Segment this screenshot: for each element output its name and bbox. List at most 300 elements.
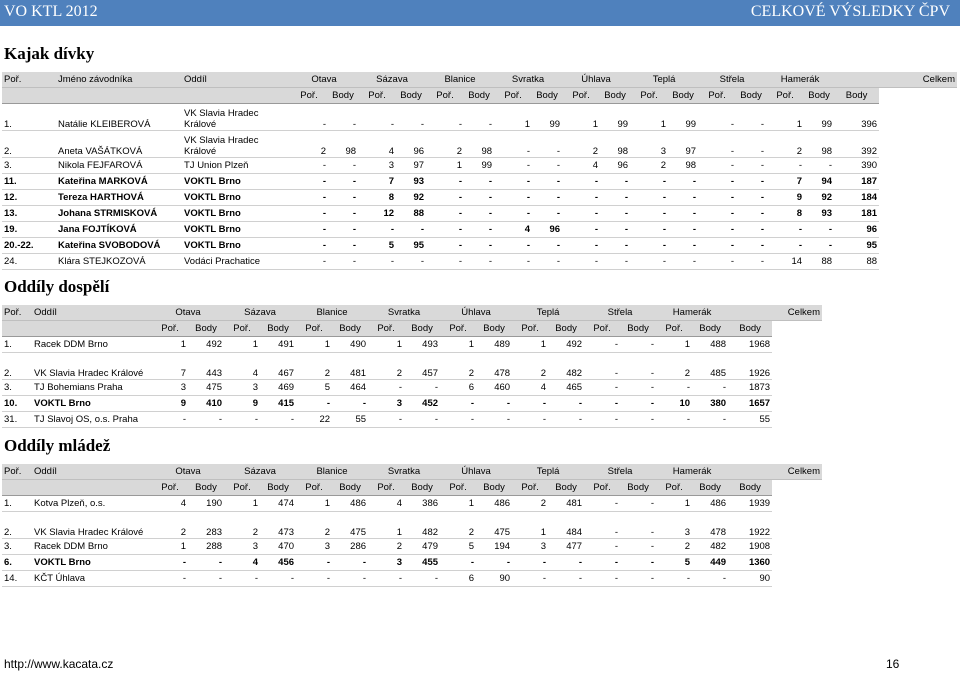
table-cell: -	[630, 174, 668, 190]
table-cell: -	[152, 571, 188, 587]
table-cell: 97	[396, 158, 426, 174]
table-cell: -	[426, 190, 464, 206]
table-cell: VOKTL Brno	[182, 206, 290, 222]
column-header: Teplá	[512, 305, 584, 321]
header-banner	[0, 0, 960, 26]
table-row	[2, 190, 957, 206]
table-cell: 410	[188, 396, 224, 412]
table-cell: 95	[396, 238, 426, 254]
table-row	[2, 396, 822, 412]
table-cell: -	[620, 396, 656, 412]
table-cell: VOKTL Brno	[182, 190, 290, 206]
table-cell: 4	[358, 131, 396, 158]
table-cell: 481	[548, 496, 584, 512]
table-cell: 96	[396, 131, 426, 158]
table-cell: -	[548, 396, 584, 412]
table-cell: -	[494, 206, 532, 222]
table-cell: 4	[562, 158, 600, 174]
table-cell: -	[562, 174, 600, 190]
column-header: Poř.	[2, 305, 32, 321]
table-cell: -	[600, 238, 630, 254]
table-cell: -	[698, 238, 736, 254]
table-cell: Vodáci Prachatice	[182, 254, 290, 270]
table-cell: -	[440, 396, 476, 412]
table-cell: -	[188, 571, 224, 587]
subcolumn-header: Poř.	[656, 480, 692, 496]
column-header: Hamerák	[766, 72, 834, 88]
table-cell: -	[464, 238, 494, 254]
table-cell: -	[368, 380, 404, 396]
table-cell: -	[464, 190, 494, 206]
subcolumn-header: Body	[600, 88, 630, 104]
adult-section-title: Oddíly dospělí	[4, 277, 110, 296]
table-cell: 457	[404, 353, 440, 380]
table-cell: 386	[404, 496, 440, 512]
table-cell: 1908	[728, 539, 772, 555]
table-cell: 486	[692, 496, 728, 512]
empty-header-cell	[32, 321, 152, 337]
subcolumn-header: Body	[728, 480, 772, 496]
column-header: Oddíl	[32, 464, 152, 480]
table-cell: 486	[476, 496, 512, 512]
subcolumn-header: Poř.	[358, 88, 396, 104]
table-cell: 455	[404, 555, 440, 571]
table-cell: 1	[656, 496, 692, 512]
table-cell: 181	[834, 206, 879, 222]
table-row	[2, 238, 957, 254]
column-header: Poř.	[2, 72, 56, 88]
table-cell: 479	[404, 539, 440, 555]
column-header: Střela	[698, 72, 766, 88]
table-cell: 8	[358, 190, 396, 206]
table-cell: 1	[512, 337, 548, 353]
table-cell: 1657	[728, 396, 772, 412]
header-row	[2, 72, 957, 88]
table-cell: 1	[296, 496, 332, 512]
subcolumn-header: Body	[476, 321, 512, 337]
subcolumn-header: Poř.	[296, 480, 332, 496]
table-cell: -	[698, 131, 736, 158]
column-header: Teplá	[630, 72, 698, 88]
table-cell: 194	[476, 539, 512, 555]
table-cell: -	[584, 380, 620, 396]
column-header: Jméno závodníka	[56, 72, 182, 88]
table-cell: -	[464, 206, 494, 222]
table-cell: 12.	[2, 190, 56, 206]
table-cell: Jana FOJTÍKOVÁ	[56, 222, 182, 238]
column-header: Úhlava	[440, 305, 512, 321]
subcolumn-header: Body	[620, 321, 656, 337]
table-cell: 55	[728, 412, 772, 428]
table-cell: -	[766, 158, 804, 174]
subcolumn-header: Poř.	[512, 480, 548, 496]
table-cell: KČT Úhlava	[32, 571, 152, 587]
table-cell: VOKTL Brno	[32, 396, 152, 412]
subcolumn-header: Poř.	[630, 88, 668, 104]
table-cell: 5	[440, 539, 476, 555]
table-cell: 1922	[728, 512, 772, 539]
table-cell: -	[476, 396, 512, 412]
table-cell: 456	[260, 555, 296, 571]
table-cell: 475	[332, 512, 368, 539]
table-cell: -	[600, 190, 630, 206]
subcolumn-header: Body	[332, 321, 368, 337]
column-header: Úhlava	[562, 72, 630, 88]
table-cell: -	[494, 254, 532, 270]
table-cell: -	[152, 555, 188, 571]
subcolumn-header: Body	[692, 321, 728, 337]
subcolumn-header: Poř.	[152, 321, 188, 337]
table-cell: 1	[224, 337, 260, 353]
table-row	[2, 353, 822, 380]
column-header: Oddíl	[32, 305, 152, 321]
table-cell: 9	[766, 190, 804, 206]
subcolumn-header: Poř.	[512, 321, 548, 337]
table-cell: -	[698, 158, 736, 174]
table-cell: 2	[656, 353, 692, 380]
table-cell: -	[630, 190, 668, 206]
table-cell: 443	[188, 353, 224, 380]
table-row	[2, 571, 822, 587]
table-cell: 4	[368, 496, 404, 512]
table-cell: -	[512, 571, 548, 587]
subcolumn-header: Poř.	[656, 321, 692, 337]
table-cell: 31.	[2, 412, 32, 428]
subcolumn-header: Poř.	[224, 321, 260, 337]
table-cell: -	[562, 190, 600, 206]
table-cell: -	[328, 158, 358, 174]
table-cell: -	[426, 104, 464, 131]
table-cell: -	[698, 222, 736, 238]
table-row	[2, 412, 822, 428]
column-header: Sázava	[358, 72, 426, 88]
table-cell: -	[512, 396, 548, 412]
column-header: Hamerák	[656, 464, 728, 480]
table-cell: -	[404, 571, 440, 587]
table-cell: -	[656, 571, 692, 587]
table-cell: -	[766, 238, 804, 254]
table-cell: 88	[834, 254, 879, 270]
table-cell: 7	[358, 174, 396, 190]
table-cell: VK Slavia Hradec Králové	[32, 512, 152, 539]
table-cell: -	[426, 174, 464, 190]
table-cell: -	[584, 539, 620, 555]
subcolumn-header: Poř.	[440, 321, 476, 337]
table-cell: -	[532, 206, 562, 222]
table-cell: 55	[332, 412, 368, 428]
table-cell: 2	[512, 353, 548, 380]
subcolumn-header: Poř.	[440, 480, 476, 496]
table-cell: 10.	[2, 396, 32, 412]
table-cell: 3	[224, 539, 260, 555]
subcolumn-header: Body	[548, 480, 584, 496]
empty-header-cell	[32, 480, 152, 496]
table-cell: 1	[296, 337, 332, 353]
column-header: Otava	[152, 464, 224, 480]
column-header: Celkem	[834, 72, 957, 88]
table-cell: -	[440, 412, 476, 428]
table-cell: TJ Union Plzeň	[182, 158, 290, 174]
table-cell: -	[620, 353, 656, 380]
table-cell: VK Slavia Hradec Králové	[182, 104, 290, 131]
table-cell: -	[736, 131, 766, 158]
subheader-row	[2, 321, 822, 337]
column-header: Svratka	[494, 72, 562, 88]
subcolumn-header: Body	[728, 321, 772, 337]
table-cell: 482	[404, 512, 440, 539]
table-cell: 98	[464, 131, 494, 158]
subcolumn-header: Poř.	[290, 88, 328, 104]
table-cell: -	[188, 412, 224, 428]
subcolumn-header: Poř.	[368, 480, 404, 496]
table-cell: -	[692, 380, 728, 396]
table-cell: 1360	[728, 555, 772, 571]
table-cell: 96	[600, 158, 630, 174]
column-header: Střela	[584, 464, 656, 480]
table-cell: 2	[368, 353, 404, 380]
table-cell: 2	[224, 512, 260, 539]
table-row	[2, 496, 822, 512]
header-left: VO KTL 2012	[4, 3, 98, 20]
table-cell: -	[668, 206, 698, 222]
table-cell: VOKTL Brno	[182, 238, 290, 254]
subcolumn-header: Body	[532, 88, 562, 104]
subcolumn-header: Body	[188, 321, 224, 337]
table-cell: 97	[668, 131, 698, 158]
table-cell: 6.	[2, 555, 32, 571]
table-cell: 478	[476, 353, 512, 380]
table-cell: 11.	[2, 174, 56, 190]
youth-clubs-table	[2, 464, 822, 587]
table-cell: 7	[766, 174, 804, 190]
table-cell: -	[562, 254, 600, 270]
table-cell: 92	[396, 190, 426, 206]
table-cell: 1	[368, 512, 404, 539]
table-cell: -	[562, 222, 600, 238]
table-cell: 7	[152, 353, 188, 380]
subcolumn-header: Poř.	[368, 321, 404, 337]
table-cell: Racek DDM Brno	[32, 539, 152, 555]
table-cell: 99	[600, 104, 630, 131]
subcolumn-header: Body	[476, 480, 512, 496]
table-cell: 2	[368, 539, 404, 555]
subcolumn-header: Body	[736, 88, 766, 104]
table-cell: 6	[440, 380, 476, 396]
table-cell: -	[494, 131, 532, 158]
table-cell: 491	[260, 337, 296, 353]
table-cell: 380	[692, 396, 728, 412]
table-cell: 3	[368, 555, 404, 571]
table-cell: 415	[260, 396, 296, 412]
table-cell: -	[620, 380, 656, 396]
table-cell: 13.	[2, 206, 56, 222]
table-cell: -	[620, 512, 656, 539]
column-header: Teplá	[512, 464, 584, 480]
table-cell: -	[668, 254, 698, 270]
table-cell: VOKTL Brno	[32, 555, 152, 571]
table-cell: -	[630, 206, 668, 222]
subcolumn-header: Body	[260, 480, 296, 496]
table-cell: -	[426, 222, 464, 238]
table-cell: 465	[548, 380, 584, 396]
table-cell: -	[532, 131, 562, 158]
header-right: CELKOVÉ VÝSLEDKY ČPV	[750, 3, 950, 20]
column-header: Sázava	[224, 464, 296, 480]
table-cell: -	[332, 555, 368, 571]
table-cell: 187	[834, 174, 879, 190]
table-cell: 3.	[2, 158, 56, 174]
table-cell: -	[584, 571, 620, 587]
column-header: Blanice	[296, 464, 368, 480]
table-cell: 92	[804, 190, 834, 206]
table-cell: 1	[766, 104, 804, 131]
table-cell: 3	[630, 131, 668, 158]
table-cell: -	[548, 412, 584, 428]
table-cell: 1	[440, 496, 476, 512]
subcolumn-header: Body	[692, 480, 728, 496]
table-cell: 4	[512, 380, 548, 396]
table-cell: -	[600, 222, 630, 238]
table-cell: 24.	[2, 254, 56, 270]
table-cell: 1	[224, 496, 260, 512]
table-cell: 98	[668, 158, 698, 174]
table-cell: -	[426, 206, 464, 222]
table-cell: -	[476, 555, 512, 571]
table-cell: 486	[332, 496, 368, 512]
table-cell: 1.	[2, 337, 32, 353]
subcolumn-header: Body	[668, 88, 698, 104]
table-row	[2, 380, 822, 396]
subcolumn-header: Poř.	[152, 480, 188, 496]
table-cell: -	[698, 104, 736, 131]
table-cell: -	[532, 174, 562, 190]
table-cell: 9	[224, 396, 260, 412]
table-cell: 2	[440, 512, 476, 539]
subcolumn-header: Body	[260, 321, 296, 337]
table-cell: -	[668, 174, 698, 190]
table-cell: -	[630, 222, 668, 238]
table-cell: 2.	[2, 353, 32, 380]
empty-header-cell	[182, 88, 290, 104]
table-cell: -	[804, 158, 834, 174]
table-cell: -	[426, 254, 464, 270]
table-cell: -	[584, 353, 620, 380]
table-cell: 98	[328, 131, 358, 158]
table-cell: -	[328, 206, 358, 222]
subcolumn-header: Poř.	[698, 88, 736, 104]
column-header: Blanice	[296, 305, 368, 321]
subcolumn-header: Poř.	[426, 88, 464, 104]
table-cell: -	[224, 412, 260, 428]
subcolumn-header: Poř.	[562, 88, 600, 104]
footer-url[interactable]: http://www.kacata.cz	[4, 657, 114, 671]
table-cell: -	[290, 158, 328, 174]
table-cell: -	[426, 238, 464, 254]
subcolumn-header: Body	[396, 88, 426, 104]
table-cell: 469	[260, 380, 296, 396]
table-cell: 1.	[2, 104, 56, 131]
table-cell: -	[600, 206, 630, 222]
subcolumn-header: Poř.	[766, 88, 804, 104]
table-cell: 2	[766, 131, 804, 158]
table-cell: 88	[804, 254, 834, 270]
table-cell: -	[668, 222, 698, 238]
table-cell: 475	[476, 512, 512, 539]
subcolumn-header: Poř.	[584, 321, 620, 337]
table-cell: -	[698, 254, 736, 270]
table-cell: 481	[332, 353, 368, 380]
table-cell: 475	[188, 380, 224, 396]
subcolumn-header: Body	[404, 321, 440, 337]
table-cell: 288	[188, 539, 224, 555]
table-cell: 1	[512, 512, 548, 539]
table-cell: 184	[834, 190, 879, 206]
table-cell: -	[290, 104, 328, 131]
table-cell: -	[584, 496, 620, 512]
adult-clubs-table	[2, 305, 822, 428]
table-cell: -	[600, 254, 630, 270]
table-cell: 5	[358, 238, 396, 254]
table-cell: -	[290, 254, 328, 270]
column-header: Sázava	[224, 305, 296, 321]
table-row	[2, 206, 957, 222]
table-cell: 1	[152, 337, 188, 353]
table-cell: -	[698, 206, 736, 222]
table-cell: 190	[188, 496, 224, 512]
table-cell: 4	[224, 353, 260, 380]
table-cell: 5	[656, 555, 692, 571]
empty-header-cell	[56, 88, 182, 104]
table-cell: -	[548, 555, 584, 571]
table-cell: 10	[656, 396, 692, 412]
table-cell: -	[532, 190, 562, 206]
subcolumn-header: Body	[188, 480, 224, 496]
column-header: Blanice	[426, 72, 494, 88]
table-cell: 2	[656, 539, 692, 555]
table-cell: 3	[152, 380, 188, 396]
table-cell: 2	[296, 512, 332, 539]
table-cell: -	[668, 190, 698, 206]
table-cell: -	[296, 555, 332, 571]
subcolumn-header: Poř.	[296, 321, 332, 337]
table-cell: 4	[494, 222, 532, 238]
table-row	[2, 158, 957, 174]
table-cell: 14.	[2, 571, 32, 587]
table-cell: 1873	[728, 380, 772, 396]
table-cell: -	[224, 571, 260, 587]
table-cell: VK Slavia Hradec Králové	[32, 353, 152, 380]
table-cell: 88	[396, 206, 426, 222]
table-cell: -	[296, 396, 332, 412]
table-cell: 96	[834, 222, 879, 238]
table-cell: Kotva Plzeň, o.s.	[32, 496, 152, 512]
subcolumn-header: Body	[328, 88, 358, 104]
table-cell: -	[736, 238, 766, 254]
table-cell: 452	[404, 396, 440, 412]
table-cell: -	[584, 512, 620, 539]
table-cell: -	[464, 104, 494, 131]
table-cell: Kateřina SVOBODOVÁ	[56, 238, 182, 254]
table-cell: 2	[426, 131, 464, 158]
table-cell: 4	[152, 496, 188, 512]
table-row	[2, 555, 822, 571]
table-cell: 473	[260, 512, 296, 539]
table-cell: 20.-22.	[2, 238, 56, 254]
table-cell: -	[804, 238, 834, 254]
table-cell: 1	[494, 104, 532, 131]
table-cell: 492	[188, 337, 224, 353]
youth-section-title: Oddíly mládež	[4, 436, 111, 455]
